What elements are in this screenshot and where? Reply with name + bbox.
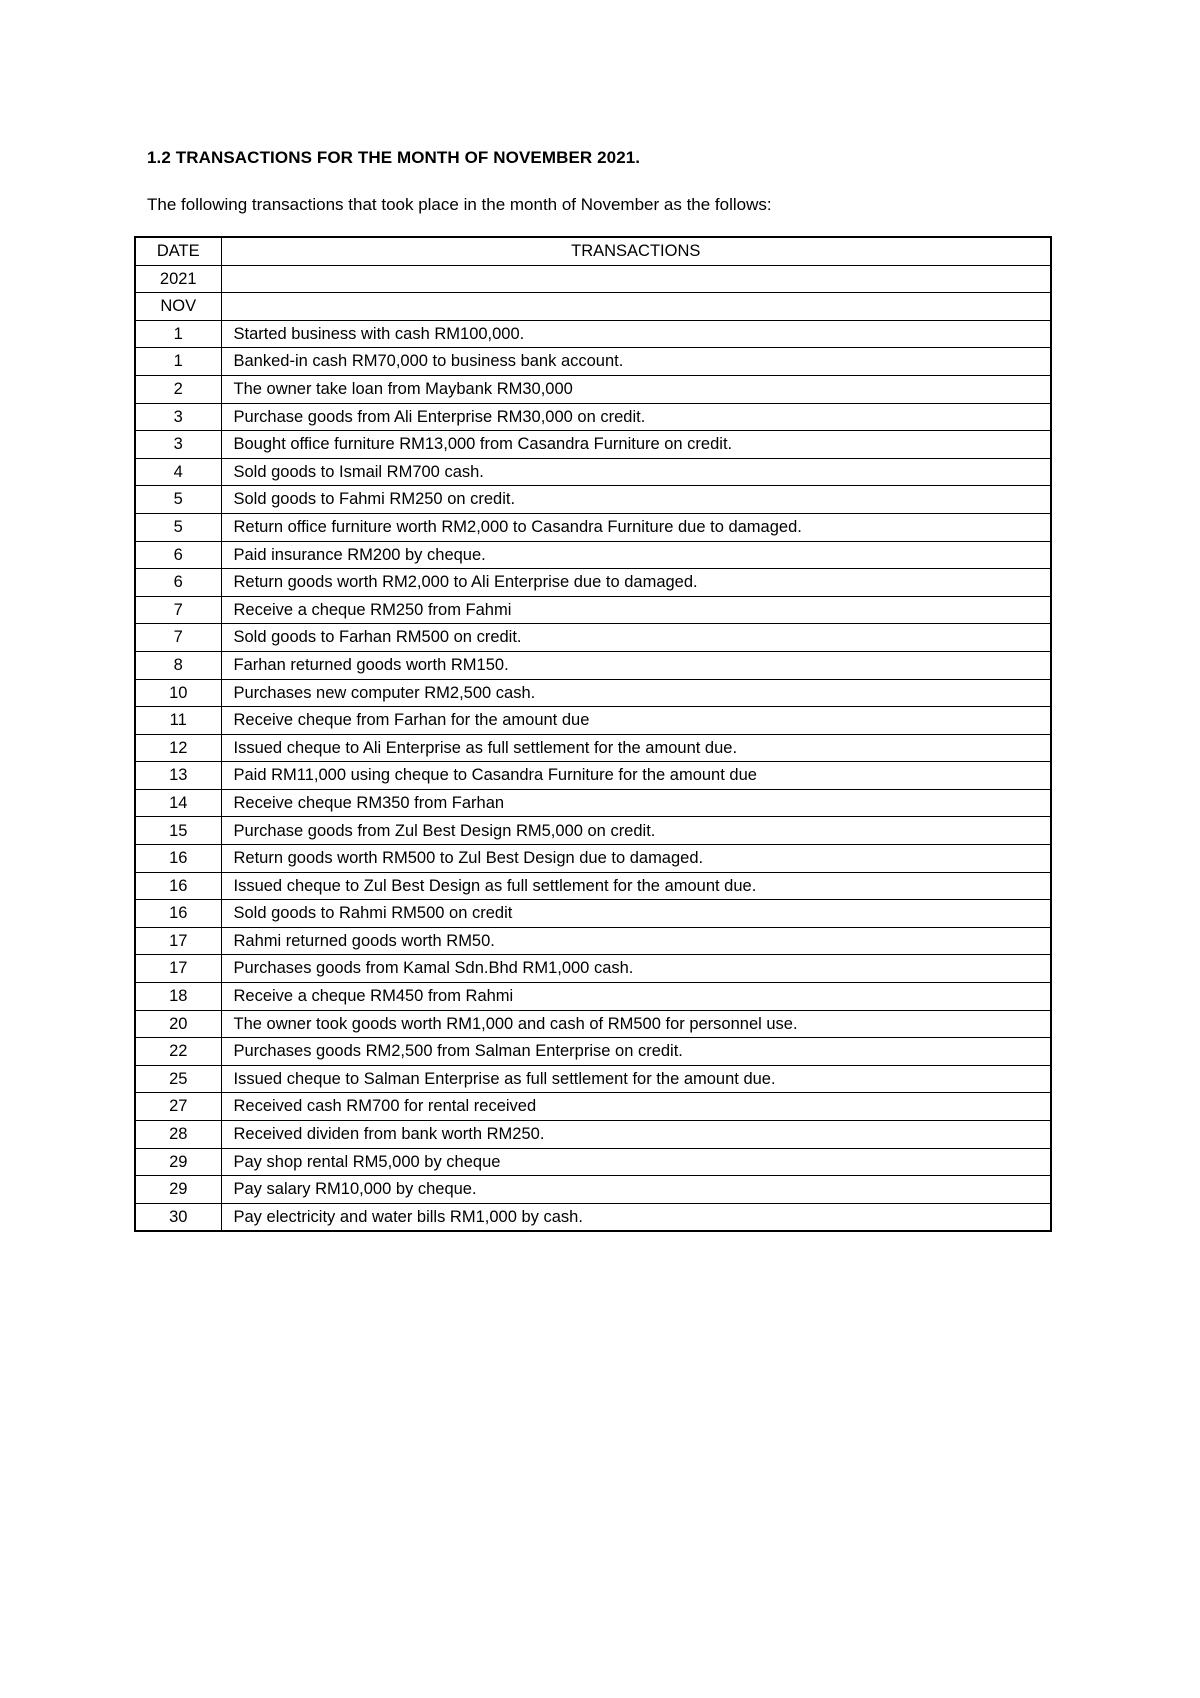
transaction-description: Issued cheque to Zul Best Design as full settlement for the amount due. xyxy=(221,872,1051,900)
transaction-date: 29 xyxy=(135,1148,221,1176)
table-row xyxy=(135,845,1051,873)
table-row xyxy=(135,955,1051,983)
table-row xyxy=(135,541,1051,569)
table-row xyxy=(135,1093,1051,1121)
transaction-date: 16 xyxy=(135,900,221,928)
transaction-description: Sold goods to Farhan RM500 on credit. xyxy=(221,624,1051,652)
transaction-description: Bought office furniture RM13,000 from Casandra Furniture on credit. xyxy=(221,431,1051,459)
table-row xyxy=(135,1203,1051,1231)
year-empty-cell xyxy=(221,265,1051,293)
transaction-description: Started business with cash RM100,000. xyxy=(221,320,1051,348)
transaction-date: 27 xyxy=(135,1093,221,1121)
transaction-description: Purchase goods from Ali Enterprise RM30,000 on credit. xyxy=(221,403,1051,431)
transaction-date: 20 xyxy=(135,1010,221,1038)
table-row xyxy=(135,651,1051,679)
transaction-description: Purchase goods from Zul Best Design RM5,000 on credit. xyxy=(221,817,1051,845)
table-row xyxy=(135,403,1051,431)
transaction-date: 11 xyxy=(135,707,221,735)
table-row xyxy=(135,431,1051,459)
transaction-date: 29 xyxy=(135,1176,221,1204)
transaction-date: 8 xyxy=(135,651,221,679)
table-row xyxy=(135,872,1051,900)
table-row xyxy=(135,348,1051,376)
table-row xyxy=(135,1176,1051,1204)
month-empty-cell xyxy=(221,293,1051,321)
table-row xyxy=(135,320,1051,348)
transaction-description: Receive cheque from Farhan for the amount due xyxy=(221,707,1051,735)
month-cell: NOV xyxy=(135,293,221,321)
transaction-description: Sold goods to Ismail RM700 cash. xyxy=(221,458,1051,486)
transaction-description: Receive a cheque RM250 from Fahmi xyxy=(221,596,1051,624)
transaction-date: 12 xyxy=(135,734,221,762)
transaction-date: 22 xyxy=(135,1038,221,1066)
table-row xyxy=(135,486,1051,514)
table-row xyxy=(135,762,1051,790)
transactions-table-body xyxy=(135,237,1051,1231)
transaction-date: 14 xyxy=(135,789,221,817)
transaction-date: 1 xyxy=(135,348,221,376)
transaction-description: Issued cheque to Salman Enterprise as full settlement for the amount due. xyxy=(221,1065,1051,1093)
transaction-date: 17 xyxy=(135,955,221,983)
transaction-description: Sold goods to Rahmi RM500 on credit xyxy=(221,900,1051,928)
transaction-description: Receive a cheque RM450 from Rahmi xyxy=(221,983,1051,1011)
table-row xyxy=(135,596,1051,624)
transaction-description: Receive cheque RM350 from Farhan xyxy=(221,789,1051,817)
transaction-description: Banked-in cash RM70,000 to business bank account. xyxy=(221,348,1051,376)
transaction-description: The owner took goods worth RM1,000 and cash of RM500 for personnel use. xyxy=(221,1010,1051,1038)
transaction-date: 6 xyxy=(135,541,221,569)
transaction-description: Purchases goods RM2,500 from Salman Enterprise on credit. xyxy=(221,1038,1051,1066)
transaction-description: Farhan returned goods worth RM150. xyxy=(221,651,1051,679)
transaction-description: Pay shop rental RM5,000 by cheque xyxy=(221,1148,1051,1176)
table-row xyxy=(135,817,1051,845)
table-row xyxy=(135,927,1051,955)
table-row xyxy=(135,624,1051,652)
table-row xyxy=(135,1148,1051,1176)
transaction-date: 25 xyxy=(135,1065,221,1093)
transaction-date: 16 xyxy=(135,872,221,900)
table-row xyxy=(135,1065,1051,1093)
transaction-date: 2 xyxy=(135,375,221,403)
section-heading: 1.2 TRANSACTIONS FOR THE MONTH OF NOVEMBER 2021. xyxy=(147,148,641,167)
table-row xyxy=(135,1010,1051,1038)
transaction-description: Issued cheque to Ali Enterprise as full settlement for the amount due. xyxy=(221,734,1051,762)
transaction-date: 5 xyxy=(135,486,221,514)
transaction-description: Pay salary RM10,000 by cheque. xyxy=(221,1176,1051,1204)
transaction-date: 18 xyxy=(135,983,221,1011)
transaction-date: 3 xyxy=(135,431,221,459)
table-row xyxy=(135,1121,1051,1149)
table-row xyxy=(135,375,1051,403)
transaction-date: 7 xyxy=(135,596,221,624)
transaction-date: 1 xyxy=(135,320,221,348)
intro-paragraph: The following transactions that took place in the month of November as the follows: xyxy=(147,195,772,214)
table-row xyxy=(135,569,1051,597)
table-row xyxy=(135,458,1051,486)
transaction-date: 3 xyxy=(135,403,221,431)
transaction-description: Return office furniture worth RM2,000 to Casandra Furniture due to damaged. xyxy=(221,513,1051,541)
transaction-date: 7 xyxy=(135,624,221,652)
header-transactions: TRANSACTIONS xyxy=(221,237,1051,265)
table-row xyxy=(135,513,1051,541)
table-row xyxy=(135,1038,1051,1066)
transaction-description: Rahmi returned goods worth RM50. xyxy=(221,927,1051,955)
table-row xyxy=(135,900,1051,928)
transaction-description: Paid insurance RM200 by cheque. xyxy=(221,541,1051,569)
transaction-date: 17 xyxy=(135,927,221,955)
transaction-date: 30 xyxy=(135,1203,221,1231)
table-header-row xyxy=(135,237,1051,265)
transactions-table xyxy=(134,236,1052,1232)
transaction-date: 13 xyxy=(135,762,221,790)
year-cell: 2021 xyxy=(135,265,221,293)
table-row xyxy=(135,734,1051,762)
transaction-description: Return goods worth RM500 to Zul Best Design due to damaged. xyxy=(221,845,1051,873)
transaction-description: Purchases new computer RM2,500 cash. xyxy=(221,679,1051,707)
table-row xyxy=(135,789,1051,817)
transaction-date: 28 xyxy=(135,1121,221,1149)
table-row xyxy=(135,983,1051,1011)
transaction-date: 5 xyxy=(135,513,221,541)
table-row xyxy=(135,707,1051,735)
transaction-description: Received dividen from bank worth RM250. xyxy=(221,1121,1051,1149)
month-row xyxy=(135,293,1051,321)
transaction-description: The owner take loan from Maybank RM30,000 xyxy=(221,375,1051,403)
transaction-date: 15 xyxy=(135,817,221,845)
year-row xyxy=(135,265,1051,293)
header-date: DATE xyxy=(135,237,221,265)
transaction-date: 4 xyxy=(135,458,221,486)
transaction-date: 16 xyxy=(135,845,221,873)
transaction-description: Sold goods to Fahmi RM250 on credit. xyxy=(221,486,1051,514)
transaction-description: Purchases goods from Kamal Sdn.Bhd RM1,000 cash. xyxy=(221,955,1051,983)
transaction-date: 6 xyxy=(135,569,221,597)
transaction-date: 10 xyxy=(135,679,221,707)
transaction-description: Paid RM11,000 using cheque to Casandra Furniture for the amount due xyxy=(221,762,1051,790)
transaction-description: Received cash RM700 for rental received xyxy=(221,1093,1051,1121)
transaction-description: Return goods worth RM2,000 to Ali Enterprise due to damaged. xyxy=(221,569,1051,597)
table-row xyxy=(135,679,1051,707)
transaction-description: Pay electricity and water bills RM1,000 by cash. xyxy=(221,1203,1051,1231)
